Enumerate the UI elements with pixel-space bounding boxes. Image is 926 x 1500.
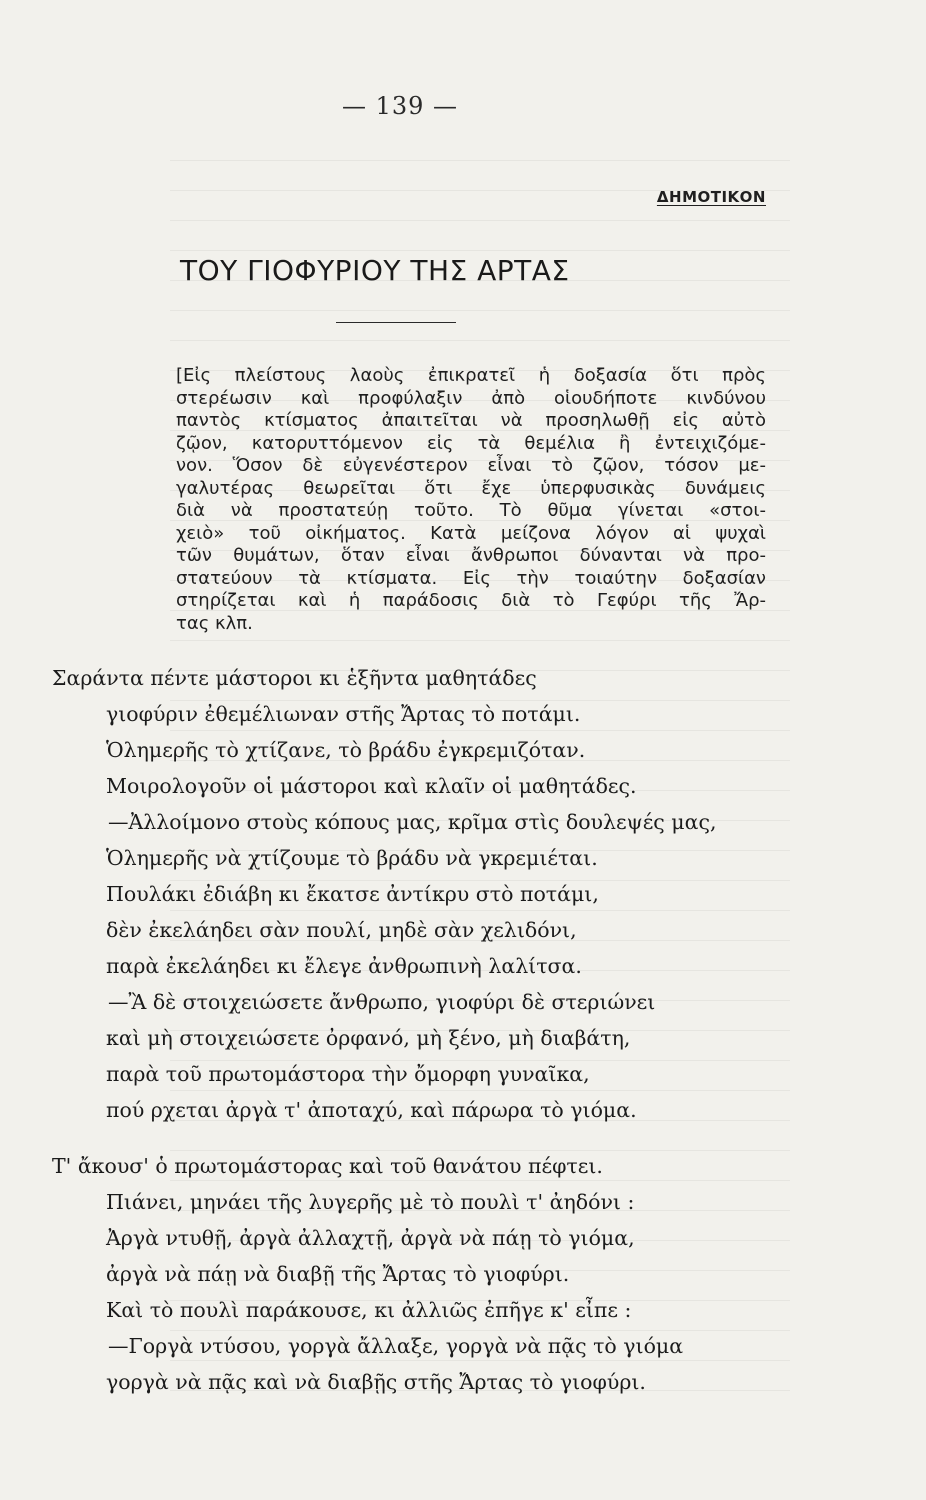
verse-line: Πουλάκι ἐδιάβη κι ἔκατσε ἀντίκρυ στὸ ποτάμι, — [106, 882, 599, 906]
verse-line: γιοφύριν ἐθεμέλιωναν στῆς Ἄρτας τὸ ποτάμι. — [106, 702, 581, 726]
intro-line: στερέωσιν καὶ προφύλαξιν ἀπὸ οἱουδήποτε κινδύνου — [176, 387, 766, 409]
intro-line: στατεύουν τὰ κτίσματα. Εἰς τὴν τοιαύτην δοξασίαν — [176, 567, 766, 589]
verse-line: δὲν ἐκελάηδει σὰν πουλί, μηδὲ σὰν χελιδόνι, — [106, 918, 577, 942]
intro-line: τας κλπ. — [176, 612, 253, 634]
intro-line: χειὸ» τοῦ οἰκήματος. Κατὰ μείζονα λόγον αἱ ψυχαὶ — [176, 522, 766, 544]
title-underline — [336, 322, 456, 323]
verse-line: Μοιρολογοῦν οἱ μάστοροι καὶ κλαῖν οἱ μαθητάδες. — [106, 774, 637, 798]
intro-line: τῶν θυμάτων, ὅταν εἶναι ἄνθρωποι δύνανται νὰ προ- — [176, 545, 766, 566]
verse-line: Ὁλημερῆς νὰ χτίζουμε τὸ βράδυ νὰ γκρεμιέται. — [106, 846, 598, 870]
verse-line: καὶ μὴ στοιχειώσετε ὀρφανό, μὴ ξένο, μὴ διαβάτη, — [106, 1026, 631, 1050]
verse-line: ἀργὰ νὰ πάῃ νὰ διαβῇ τῆς Ἄρτας τὸ γιοφύρι. — [106, 1262, 570, 1286]
verse-line: —Γοργὰ ντύσου, γοργὰ ἄλλαξε, γοργὰ νὰ πᾷς τὸ γιόμα — [108, 1334, 684, 1358]
section-label: ΔΗΜΟΤΙΚΟΝ — [656, 188, 766, 206]
intro-line: παντὸς κτίσματος ἀπαιτεῖται νὰ προσηλωθῇ εἰς αὐτὸ — [176, 410, 766, 431]
intro-line: διὰ νὰ προστατεύῃ τοῦτο. Τὸ θῦμα γίνεται «στοι- — [176, 500, 766, 521]
verse-line: —Ἂ δὲ στοιχειώσετε ἄνθρωπο, γιοφύρι δὲ στεριώνει — [108, 990, 656, 1014]
verse-line: Ὁλημερῆς τὸ χτίζανε, τὸ βράδυ ἐγκρεμιζόταν. — [106, 738, 586, 762]
verse-line: γοργὰ νὰ πᾷς καὶ νὰ διαβῇς στῆς Ἄρτας τὸ γιοφύρι. — [106, 1370, 646, 1394]
intro-line: στηρίζεται καὶ ἡ παράδοσις διὰ τὸ Γεφύρι τῆς Ἄρ- — [176, 590, 766, 611]
intro-line: ζῷον, κατορυττόμενον εἰς τὰ θεμέλια ἢ ἐντειχιζόμε- — [176, 432, 766, 454]
verse-line: Σαράντα πέντε μάστοροι κι ἑξῆντα μαθητάδες — [52, 666, 537, 690]
intro-line: [Εἰς πλείστους λαοὺς ἐπικρατεῖ ἡ δοξασία ὅτι πρὸς — [176, 365, 766, 386]
verse-line: Καὶ τὸ πουλὶ παράκουσε, κι ἀλλιῶς ἐπῆγε κ' εἶπε : — [106, 1298, 632, 1322]
verse-line: —Ἀλλοίμονο στοὺς κόπους μας, κρῖμα στὶς δουλεψές μας, — [108, 810, 717, 834]
poem-title: ΤΟΥ ΓΙΟΦΥΡΙΟΥ ΤΗΣ ΑΡΤΑΣ — [180, 254, 570, 287]
verse-line: Ἀργὰ ντυθῇ, ἀργὰ ἀλλαχτῇ, ἀργὰ νὰ πάῃ τὸ γιόμα, — [106, 1226, 635, 1250]
verse-line: Τ' ἄκουσ' ὁ πρωτομάστορας καὶ τοῦ θανάτου πέφτει. — [52, 1154, 603, 1178]
page-number: — 139 — — [341, 92, 459, 120]
verse-line: παρὰ ἐκελάηδει κι ἔλεγε ἀνθρωπινὴ λαλίτσα. — [106, 954, 582, 978]
verse-line: Πιάνει, μηνάει τῆς λυγερῆς μὲ τὸ πουλὶ τ' ἀηδόνι : — [106, 1190, 635, 1214]
intro-line: γαλυτέρας θεωρεῖται ὅτι ἔχε ὑπερφυσικὰς δυνάμεις — [176, 477, 766, 499]
verse-line: παρὰ τοῦ πρωτομάστορα τὴν ὄμορφη γυναῖκα, — [106, 1062, 590, 1086]
intro-paragraph — [176, 365, 766, 635]
verse-line: πού ρχεται ἀργὰ τ' ἀποταχύ, καὶ πάρωρα τὸ γιόμα. — [106, 1098, 637, 1122]
intro-line: νον. Ὅσον δὲ εὐγενέστερον εἶναι τὸ ζῷον, τόσον με- — [176, 455, 766, 476]
